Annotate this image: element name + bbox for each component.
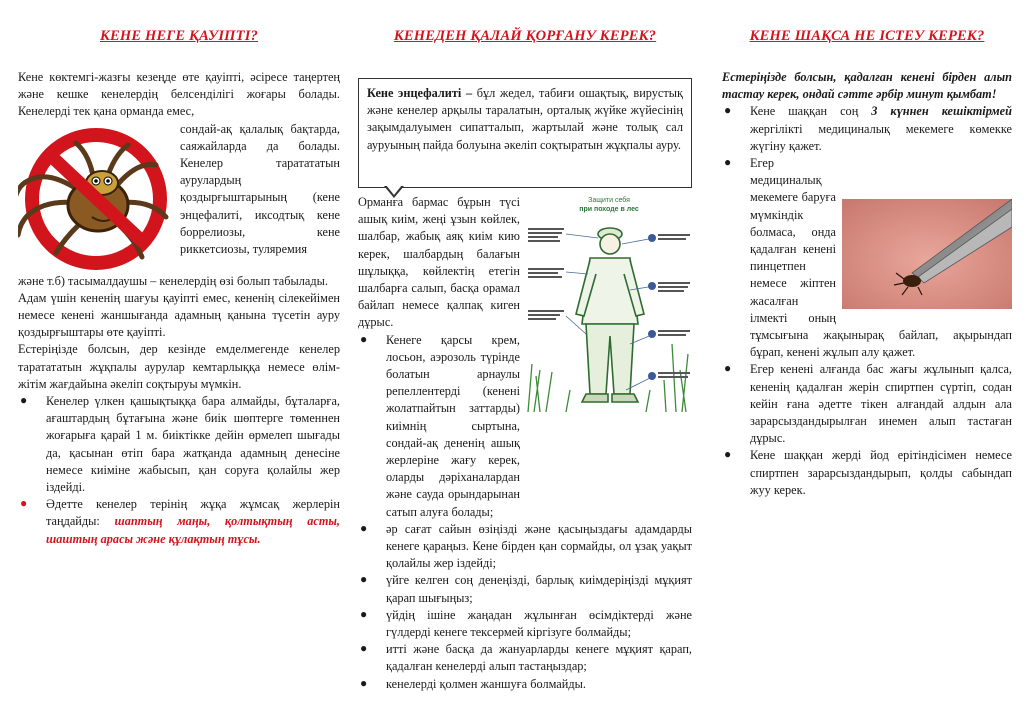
- col2-bullet-1: ● Кенеге қарсы крем, лосьон, аэрозоль түрінде болатын арнаулы репеллентерді (кенені жолатпайтын заттарды) киімнің сыртына, сондай-ақ дененің ашық жерлеріне жағу керек, оларды дәріханалардан және сауда орындарынан сатып алуға болады;: [358, 332, 520, 521]
- bite-locations-highlight: шаптың маңы, қолтықтың асты, шаштың арасы және құлақтың тұсы.: [46, 514, 340, 546]
- heading-what-to-do: КЕНЕ ШАҚСА НЕ ІСТЕУ КЕРЕК?: [749, 28, 985, 44]
- col1-paragraph-2: Адам үшін кененің шағуы қауіпті емес, кененің сілекейімен немесе кенені жаншығанда адамның қанына түсетін ауру қоздырғыштары өте қауіпті.: [18, 290, 340, 340]
- col3-bullet-3: ● Егер кенені алғанда бас жағы жұлынып қалса, кененің қадалған жерін спиртпен сүртіп, содан кейін ғана әдетте тікен алғандай алдын ала зарарсыздандырылған инемен алып тастаған дұрыс.: [722, 361, 1012, 447]
- col1-bullet-1: ● Кенелер үлкен қашықтыққа бара алмайды, бұталарға, ағаштардың бұтағына және биік шөптерге төменнен жоғарыға қарай 1 м. биіктікке дейін өрмелеп шығады да, қасынан өтіп бара жатқанда адамның денесіне немесе киіміне жабысып, қан соруға қолайлы жер іздейді.: [18, 393, 340, 496]
- col3-paragraph-1: Естеріңізде болсын, қадалған кенені бірден алып тастау керек, ондай сәтте әрбір минут қымбат!: [722, 70, 1012, 102]
- no-tick-sign-icon: [18, 121, 176, 271]
- bullet-icon: ●: [360, 675, 368, 690]
- column-how-to-protect: [358, 28, 692, 69]
- bullet-icon: ●: [724, 447, 732, 462]
- column-why-dangerous: [18, 28, 340, 548]
- bullet-icon: ●: [360, 520, 368, 535]
- col3-bullet-1: ● Кене шаққан соң 3 күннен кешіктірмей жергілікті медициналық мекемеге көмекке жүгіну қажет.: [722, 103, 1012, 155]
- deadline-highlight: 3 күннен кешіктірмей: [871, 104, 1012, 119]
- col2-paragraph-1: Орманға бармас бұрын түсі ашық киім, жеңі ұзын көйлек, шалбар, жабық аяқ киім кию керек, шалбардың балағын шұлыққа, көйлектің етегін шалбарға салып, басқа орамал байлап немесе қалпақ киген дұрыс.: [358, 195, 520, 330]
- bullet-icon: ●: [20, 393, 28, 408]
- bullet-icon: ●: [724, 155, 732, 170]
- bullet-icon: ●: [360, 606, 368, 621]
- encephalitis-term: Кене энцефалиті –: [367, 86, 477, 100]
- encephalitis-definition-box: Кене энцефалиті – бұл жедел, табиғи ошақтық, вирустық және кенелер арқылы таралатын, орталық жүйке жүйесінің зақымдалуымен сипатталып, жартылай және толық сал ауруының пайда болуына әкеліп соқтыратын жұқпалы ауру.: [358, 78, 692, 188]
- bullet-icon: ●: [360, 641, 368, 656]
- bullet-icon: ●: [360, 572, 368, 587]
- col2-bullet-4: ● үйдің ішіне жаңадан жұлынған өсімдіктерді және гүлдерді кенеге тексермей кіргізуге болмайды;: [358, 607, 692, 641]
- col3-bullet-2: ● Егер медициналық мекемеге баруға мүмкіндік болмаса, онда қадалған кенені пинцетпен немесе жіптен жасалған ілмекті оның тұмсығына жақынырақ байлап, ақырындап бұрап, кенені жұлып алу қажет.: [722, 155, 1012, 361]
- col2-bullet-2: ● әр сағат сайын өзіңізді және қасыңыздағы адамдарды кенеге қараңыз. Кене бірден қан сормайды, ол ұзақ уақыт қолайлы жер іздейді;: [358, 521, 692, 573]
- col2-body: [358, 194, 692, 693]
- tick-with-tweezers-photo: [842, 199, 1012, 309]
- col1-paragraph-1-continued: сондай-ақ қалалық бақтарда, саяжайларда да болады. Кенелер таратататын аурулардың қоздырғыштарының (кене энцефалиті, иксодтық кене боррелиозы, кене риккетсиозы, туляремия: [180, 121, 340, 257]
- col2-bullet-5: ● итті және басқа да жануарларды кенеге мұқият қарап, қадалған кенелерді алып тастаңыздар;: [358, 641, 692, 675]
- col1-bullet-2: ● Әдетте кенелер терінің жұқа жұмсақ жерлерін таңдайды: шаптың маңы, қолтықтың асты, шаштың арасы және құлақтың тұсы.: [18, 496, 340, 548]
- col2-bullet-3: ● үйге келген соң денеңізді, барлық киімдеріңізді мұқият қарап шығыңыз;: [358, 572, 692, 606]
- bullet-icon: ●: [724, 103, 732, 118]
- col3-bullet-4: ● Кене шаққан жерді йод ерітіндісімен немесе спиртпен зарарсыздандырып, қолды сабындап жуу керек.: [722, 447, 1012, 499]
- illus-title: Защити себя: [588, 197, 630, 204]
- column-what-to-do: [722, 28, 1012, 499]
- red-bullet-icon: ●: [20, 496, 28, 511]
- bullet-icon: ●: [724, 361, 732, 376]
- bullet-icon: ●: [360, 331, 368, 346]
- col1-paragraph-1: Кене көктемгі-жазғы кезеңде өте қауіпті, әсіресе таңертең және кешке кенелердің белсенділігі жоғары болады. Кенелерді тек қана орманда емес,: [18, 70, 340, 119]
- heading-why-dangerous: КЕНЕ НЕГЕ ҚАУІПТІ?: [99, 28, 259, 44]
- col1-paragraph-3: Естеріңізде болсын, дер кезінде емделмегенде кенелер таратататын жұқпалы аурулар кемтарлыққа немесе өлім-жітім жағдайына әкеліп соқтыруы мүмкін.: [18, 342, 340, 391]
- heading-how-to-protect: КЕНЕДЕН ҚАЛАЙ ҚОРҒАНУ КЕРЕК?: [393, 28, 657, 44]
- col1-paragraph-1-end: және т.б) тасымалдаушы – кенелердің өзі болып табылады.: [18, 273, 328, 288]
- col2-bullet-6: ● кенелерді қолмен жаншуға болмайды.: [358, 676, 692, 693]
- protected-hiker-illustration: [526, 194, 692, 412]
- illus-subtitle: при походе в лес: [579, 206, 639, 213]
